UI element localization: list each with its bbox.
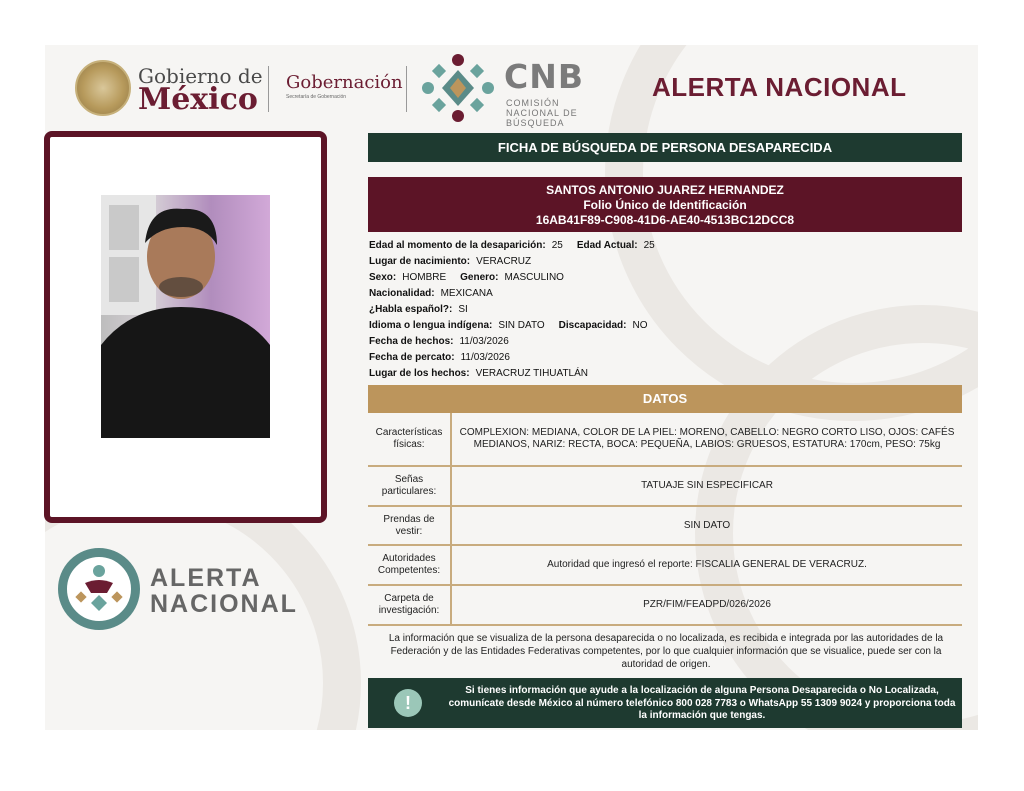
info-row-edad (369, 240, 669, 252)
row-label: Características físicas: (368, 413, 451, 466)
alert-icon: ! (394, 689, 422, 717)
lugar-hechos-label: Lugar de los hechos: (369, 368, 470, 379)
idioma-label: Idioma o lengua indígena: (369, 320, 493, 331)
fecha-hechos-value: 11/03/2026 (459, 336, 509, 347)
divider (406, 66, 407, 112)
row-value: Autoridad que ingresó el reporte: FISCALIA GENERAL DE VERACRUZ. (451, 545, 962, 585)
cnb-subtitle: COMISIÓN NACIONAL DE BÚSQUEDA (506, 98, 578, 128)
row-label: Prendas de vestir: (368, 506, 451, 545)
info-row-lugar-hechos (369, 368, 602, 380)
lugar-nac-value: VERACRUZ (476, 256, 532, 267)
divider (268, 66, 269, 112)
table-row (368, 506, 962, 545)
table-row (368, 466, 962, 506)
person-name-bar (368, 177, 962, 232)
table-row (368, 545, 962, 585)
row-value: PZR/FIM/FEADPD/026/2026 (451, 585, 962, 625)
genero-value: MASCULINO (504, 272, 564, 283)
genero-label: Genero: (460, 272, 499, 283)
edad-actual-value: 25 (643, 240, 655, 251)
edad-desap-value: 25 (551, 240, 563, 251)
edad-actual-label: Edad Actual: (576, 240, 638, 251)
row-label: Señas particulares: (368, 466, 451, 506)
habla-label: ¿Habla español?: (369, 304, 453, 315)
table-row (368, 413, 962, 466)
row-label: Autoridades Competentes: (368, 545, 451, 585)
row-value: SIN DATO (451, 506, 962, 545)
disclaimer-text: La información que se visualiza de la persona desaparecida o no localizada, es recibida e integrada por las autoridades de la Federación y de las Entidades Federativas competentes, por lo que cualquier información que se visualice, puede ser con la autoridad de origen. (388, 633, 944, 670)
gobernacion-sub-label: Secretaría de Gobernación (286, 94, 347, 100)
sexo-label: Sexo: (369, 272, 397, 283)
nacional-label: NACIONAL (150, 590, 298, 618)
table-row (368, 585, 962, 625)
idioma-value: SIN DATO (498, 320, 545, 331)
row-label: Carpeta de investigación: (368, 585, 451, 625)
info-row-fecha-hechos (369, 336, 523, 348)
fecha-percato-label: Fecha de percato: (369, 352, 455, 363)
nacionalidad-label: Nacionalidad: (369, 288, 435, 299)
ficha-title-bar: FICHA DE BÚSQUEDA DE PERSONA DESAPARECIDA (368, 133, 962, 162)
mexico-label: México (138, 82, 258, 117)
cnb-logo-icon (420, 52, 496, 124)
alerta-label: ALERTA (150, 564, 262, 592)
info-row-fecha-percato (369, 352, 524, 364)
person-name: SANTOS ANTONIO JUAREZ HERNANDEZ (546, 183, 784, 197)
fecha-hechos-label: Fecha de hechos: (369, 336, 454, 347)
info-row-idioma (369, 320, 661, 332)
info-row-nacionalidad (369, 288, 507, 300)
alerta-nacional-heading: ALERTA NACIONAL (652, 72, 907, 102)
person-photo (101, 195, 270, 438)
folio-value: 16AB41F89-C908-41D6-AE40-4513BC12DCC8 (535, 213, 795, 227)
alerta-nacional-logo-icon (58, 548, 140, 630)
info-row-lugar-nac (369, 256, 545, 268)
habla-value: SI (458, 304, 468, 315)
help-text: Si tienes información que ayude a la localización de alguna Persona Desaparecida o No Localizada, comunícate desde México al número telefónico 800 028 7783 o WhatsApp 55 1309 9024 y proporciona toda la información que tengas. (448, 685, 956, 721)
folio-label: Folio Único de Identificación (583, 198, 747, 212)
help-bar (368, 678, 962, 728)
discapacidad-value: NO (632, 320, 648, 331)
edad-desap-label: Edad al momento de la desaparición: (369, 240, 546, 251)
datos-header: DATOS (368, 385, 962, 413)
gobierno-de-label: Gobierno de (138, 64, 263, 88)
row-value: COMPLEXION: MEDIANA, COLOR DE LA PIEL: MORENO, CABELLO: NEGRO CORTO LISO, OJOS: CAFÉS MEDIANOS, NARIZ: RECTA, BOCA: PEQUEÑA, LABIOS: GRUESOS, ESTATURA: 170cm, PESO: 75kg (451, 413, 962, 466)
info-row-sexo (369, 272, 578, 284)
row-value: TATUAJE SIN ESPECIFICAR (451, 466, 962, 506)
lugar-hechos-value: VERACRUZ TIHUATLÁN (475, 368, 588, 379)
fecha-percato-value: 11/03/2026 (460, 352, 510, 363)
nacionalidad-value: MEXICANA (440, 288, 493, 299)
mexico-emblem-icon (75, 60, 131, 116)
cnb-title: CNB (504, 57, 584, 96)
lugar-nac-label: Lugar de nacimiento: (369, 256, 471, 267)
datos-table (368, 413, 962, 626)
person-silhouette-icon (101, 195, 270, 438)
alerta-nacional-mark-icon (67, 557, 131, 621)
discapacidad-label: Discapacidad: (558, 320, 627, 331)
info-row-habla (369, 304, 482, 316)
sexo-value: HOMBRE (402, 272, 447, 283)
gobernacion-label: Gobernación (286, 72, 403, 93)
